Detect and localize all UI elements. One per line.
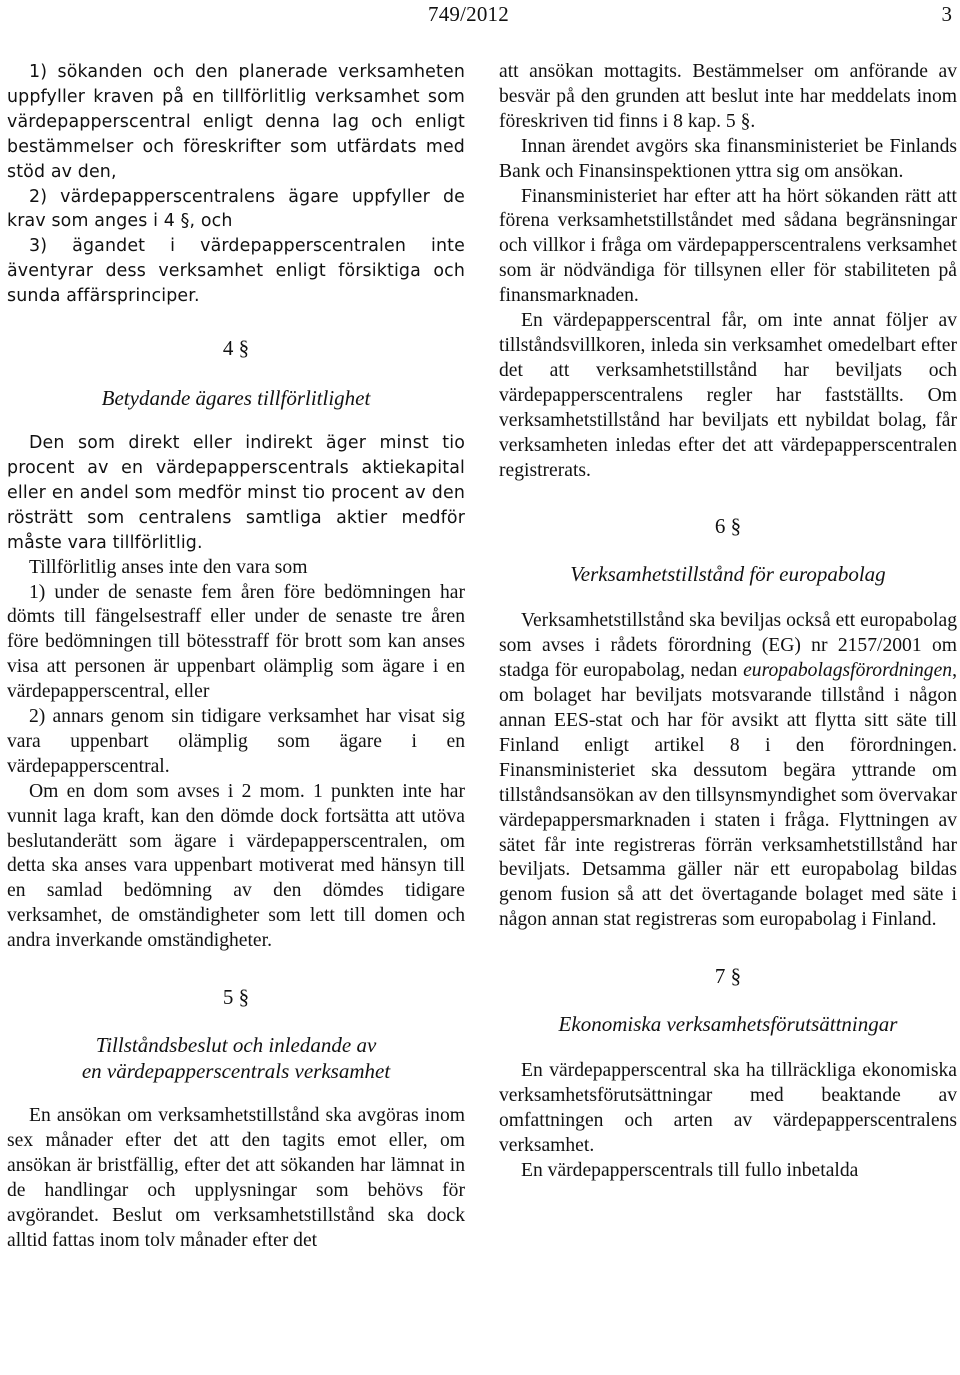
section-7-title: Ekonomiska verksamhetsförutsättningar: [558, 1012, 898, 1037]
document-number: 749/2012: [428, 2, 509, 26]
right-column: [499, 60, 957, 1184]
section-6-number: 6 §: [714, 514, 742, 539]
section-5-paragraph-continued: att ansökan mottagits. Bestämmelser om anförande av besvär på den grunden att beslut inte har meddelats inom föreskriven tid finns i 8 kap. 5 §.: [499, 61, 957, 132]
section-6-text-a: Verksamhetstillstånd ska beviljas också ett europabolag som avses i rådets förordning (EG) nr 2157/2001 om stadga för europabolag, nedan: [499, 610, 957, 682]
section-5-paragraph: Innan ärendet avgörs ska finansministeriet be Finlands Bank och Finansinspektionen yttra sig om ansökan.: [499, 135, 957, 182]
section-5-title-line-2: en värdepapperscentrals verksamhet: [81, 1059, 391, 1084]
section-7-number: 7 §: [714, 964, 742, 989]
section-6-text-b: , om bolaget har beviljats motsvarande tillstånd i någon annan EES-stat och har för avsikt att flytta sitt säte till Finland enligt artikel 8 i den förordningen. Finansministeriet ska dessutom begära yttrande om tillståndsansökan av den tillsynsmyndighet som övervakar värdepappersmarknaden i staten i fråga. Flyttningen av sätet får inte registreras förrän verksamhetstillstånd har beviljats. Detsamma gäller när ett europabolag bildas genom fusion så att det övertagande bolaget med säte i någon annan stat registreras som europabolag i Finland.: [499, 660, 957, 931]
section-6-title: Verksamhetstillstånd för europabolag: [570, 562, 886, 587]
section-4-paragraph: Den som direkt eller indirekt äger minst tio procent av en värdepapperscentrals aktiekapital eller en andel som medför minst tio procent av den rösträtt som centralens samtliga aktier medför måste vara tillförlitlig.: [7, 433, 465, 553]
section-5-title-line-1: Tillståndsbeslut och inledande av: [95, 1033, 377, 1058]
section-4-number: 4 §: [222, 336, 250, 361]
section-5-paragraph: En värdepapperscentral får, om inte annat följer av tillståndsvillkoren, inleda sin verksamhet omedelbart efter det att verksamhetstillstånd har beviljats och värdepapperscentralens regler har fastställts. Om verksamhetstillstånd har beviljats ett nybildat bolag, får verksamheten inledas efter det att värdepapperscentralen registrerats.: [499, 310, 957, 481]
section-4-list-item: 2) annars genom sin tidigare verksamhet har visat sig vara uppenbart olämplig som ägare i en värdepapperscentral.: [7, 706, 465, 777]
section-4-list-item: 1) under de senaste fem åren före bedömningen har dömts till fängelsestraff eller under de senaste tre åren före bedömningen till bötesstraff för brott som kan anses visa att personen är uppenbart olämplig som ägare i en värdepapperscentral, eller: [7, 581, 465, 703]
section-7-paragraph: En värdepapperscentral ska ha tillräckliga ekonomiska verksamhetsförutsättningar med beaktande av omfattningen och arten av värdepapperscentralens verksamhet.: [499, 1060, 957, 1156]
section-5-number: 5 §: [222, 985, 250, 1010]
page-header: [0, 2, 960, 32]
section-4-paragraph: Om en dom som avses i 2 mom. 1 punkten inte har vunnit laga kraft, kan den dömde dock fortsätta att utöva beslutanderätt som ägare i värdepapperscentralen, om detta ska anses vara uppenbart motiverat med hänsyn till en samlad bedömning av den dömdes tidigare verksamhet, de omständigheter som lett till domen och andra inverkande omständigheter.: [7, 780, 465, 952]
list-item: 2) värdepapperscentralens ägare uppfyller de krav som anges i 4 §, och: [7, 186, 465, 232]
page-number: 3: [941, 2, 952, 26]
section-4-title: Betydande ägares tillförlitlighet: [101, 386, 371, 411]
section-5-paragraph: Finansministeriet har efter att ha hört sökanden rätt att förena verksamhetstillståndet med sådana begränsningar och villkor i fråga om värdepapperscentralens verksamhet som är nödvändiga för tillsynen eller för stabiliteten på finansmarknaden.: [499, 185, 957, 307]
section-7-paragraph: En värdepapperscentrals till fullo inbetalda: [521, 1159, 859, 1181]
list-item: 1) sökanden och den planerade verksamheten uppfyller kraven på en tillförlitlig verksamhet som värdepapperscentral enligt denna lag och enligt bestämmelser och föreskrifter som utfärdats med stöd av den,: [7, 62, 465, 182]
section-5-paragraph: En ansökan om verksamhetstillstånd ska avgöras inom sex månader efter det att den tagits emot eller, om ansökan är bristfällig, efter det att sökanden har lämnat in de handlingar och upplysningar som behövs för avgörandet. Beslut om verksamhetstillstånd ska dock alltid fattas inom tolv månader efter det: [7, 1105, 465, 1251]
list-item: 3) ägandet i värdepapperscentralen inte äventyrar dess verksamhet enligt försiktiga och sunda affärsprinciper.: [7, 236, 465, 307]
defined-term: europabolagsförordningen: [743, 660, 953, 682]
section-6-paragraph: [499, 609, 957, 933]
left-column: [7, 60, 465, 1254]
section-4-paragraph: Tillförlitlig anses inte den vara som: [29, 556, 308, 578]
